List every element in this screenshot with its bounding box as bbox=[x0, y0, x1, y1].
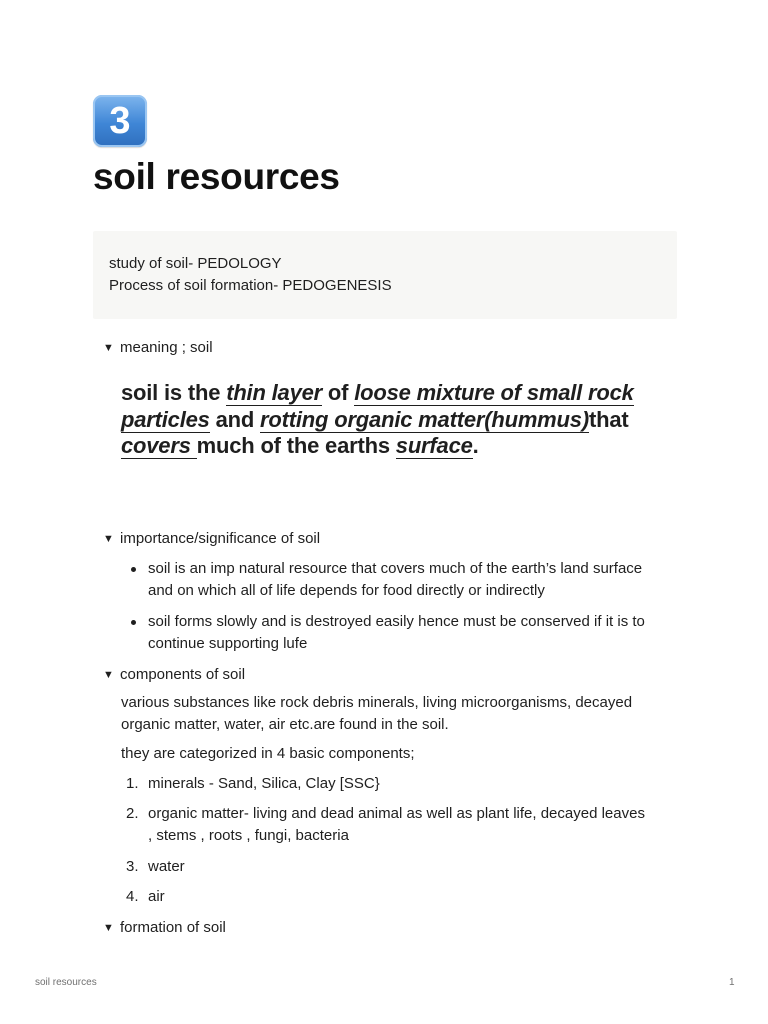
list-item: soil is an imp natural resource that covers much of the earth’s land surface and on which all of life depends for food directly or indirectly bbox=[120, 558, 670, 602]
soil-definition-heading bbox=[121, 380, 681, 460]
list-text: air bbox=[148, 888, 165, 905]
toggle-components-label: components of soil bbox=[120, 665, 246, 683]
list-text: minerals - Sand, Silica, Clay [SSC} bbox=[148, 774, 380, 792]
footer-page-number: 1 bbox=[729, 977, 735, 988]
definition-text: soil is the bbox=[121, 380, 227, 405]
list-item bbox=[121, 803, 651, 847]
toggle-formation[interactable] bbox=[93, 917, 677, 939]
definition-text: and bbox=[209, 406, 261, 432]
list-number: 3. bbox=[126, 857, 139, 875]
callout-block bbox=[93, 231, 677, 319]
toggle-importance[interactable] bbox=[93, 528, 677, 550]
importance-bullet-list bbox=[120, 558, 670, 655]
page-title: soil resources bbox=[93, 156, 340, 197]
definition-text: of bbox=[322, 380, 355, 405]
definition-underlined-text: surface bbox=[395, 433, 473, 458]
list-text: water bbox=[148, 857, 185, 875]
keycap-three-icon bbox=[93, 95, 147, 147]
toggle-formation-label: formation of soil bbox=[120, 918, 226, 936]
toggle-meaning-label: meaning ; soil bbox=[120, 339, 213, 356]
definition-text: . bbox=[472, 433, 479, 458]
triangle-down-icon[interactable]: ▼ bbox=[103, 342, 114, 354]
components-paragraph: they are categorized in 4 basic components; bbox=[121, 744, 415, 762]
callout-line-pedogenesis: Process of soil formation- PEDOGENESIS bbox=[109, 277, 392, 294]
list-number: 2. bbox=[126, 805, 139, 822]
list-text: organic matter- living and dead animal as well as plant life, decayed leaves , stems , roots , fungi, bacteria bbox=[148, 805, 645, 844]
definition-text: much of the earths bbox=[196, 433, 396, 458]
list-item bbox=[121, 773, 651, 795]
list-item bbox=[121, 886, 651, 908]
definition-underlined-text: covers bbox=[121, 433, 197, 458]
definition-underlined-text: rotting organic matter(hummus) bbox=[260, 406, 589, 432]
list-item bbox=[121, 856, 651, 878]
components-numbered-list bbox=[121, 773, 651, 909]
toggle-meaning[interactable] bbox=[93, 337, 677, 359]
definition-text: that bbox=[588, 406, 629, 432]
callout-line-pedology: study of soil- PEDOLOGY bbox=[109, 255, 282, 272]
list-number: 4. bbox=[126, 888, 139, 905]
components-paragraph: various substances like rock debris minerals, living microorganisms, decayed organic matter, water, air etc.are found in the soil. bbox=[121, 693, 633, 733]
definition-underlined-text: loose mixture of small rock particles bbox=[121, 380, 634, 432]
definition-underlined-text: thin layer bbox=[226, 380, 322, 405]
list-number: 1. bbox=[126, 774, 139, 792]
triangle-down-icon[interactable]: ▼ bbox=[103, 532, 114, 545]
list-item: soil forms slowly and is destroyed easily hence must be conserved if it is to continue supporting lufe bbox=[120, 611, 670, 655]
footer-document-name: soil resources bbox=[35, 977, 97, 988]
toggle-importance-label: importance/significance of soil bbox=[120, 529, 321, 547]
triangle-down-icon[interactable]: ▼ bbox=[103, 921, 114, 934]
triangle-down-icon[interactable]: ▼ bbox=[103, 668, 114, 681]
toggle-components[interactable] bbox=[93, 664, 677, 686]
document-page bbox=[93, 95, 677, 939]
page-emoji: 3 bbox=[109, 100, 131, 142]
